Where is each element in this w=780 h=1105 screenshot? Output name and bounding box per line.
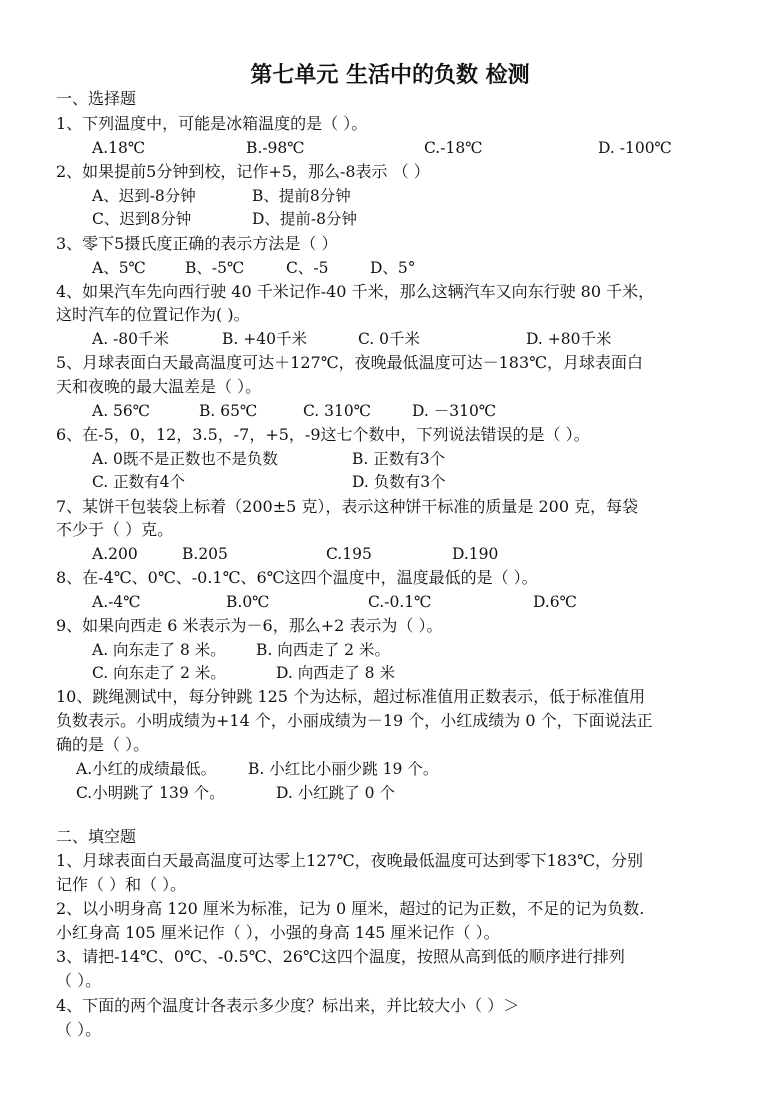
question-10-line-1: 10、跳绳测试中，每分钟跳 125 个为达标，超过标准值用正数表示，低于标准值用 [56, 687, 646, 706]
question-10-line-2: 负数表示。小明成绩为+14 个，小丽成绩为－19 个，小红成绩为 0 个，下面说法正 [56, 711, 653, 730]
option-a: A.18℃ [92, 139, 146, 157]
question-10-line-3: 确的是（ ）。 [56, 735, 150, 754]
option-d: D. +80千米 [526, 330, 612, 348]
option-c: C.-0.1℃ [368, 593, 432, 611]
option-a: A. 向东走了 8 米。 [92, 641, 226, 659]
question-9: 9、如果向西走 6 米表示为－6，那么+2 表示为（ ）。 [56, 616, 443, 635]
option-d: D. 小红跳了 0 个 [276, 784, 395, 802]
option-a: A、迟到-8分钟 [92, 187, 196, 205]
option-c: C、-5 [286, 259, 329, 277]
option-c: C、迟到8分钟 [92, 210, 192, 228]
fill-3-line-1: 3、请把-14℃、0℃、-0.5℃、26℃这四个温度，按照从高到低的顺序进行排列 [56, 947, 625, 966]
fill-2-line-1: 2、以小明身高 120 厘米为标准，记为 0 厘米，超过的记为正数，不足的记为负数. [56, 899, 645, 918]
question-2: 2、如果提前5分钟到校，记作+5，那么-8表示 （ ） [56, 162, 430, 181]
fill-4-line-1: 4、下面的两个温度计各表示多少度？标出来，并比较大小（ ）＞ [56, 996, 520, 1015]
option-a: A. 56℃ [92, 402, 151, 420]
option-a: A. -80千米 [92, 330, 170, 348]
option-b: B. 小红比小丽少跳 19 个。 [248, 760, 439, 778]
option-c: C. 正数有4个 [92, 473, 186, 491]
fill-2-line-2: 小红身高 105 厘米记作（ ），小强的身高 145 厘米记作（ ）。 [56, 923, 500, 942]
option-b: B、-5℃ [185, 259, 245, 277]
question-4-line-1: 4、如果汽车先向西行驶 40 千米记作-40 千米，那么这辆汽车又向东行驶 80 千米， [56, 282, 655, 301]
option-c: C.-18℃ [424, 139, 483, 157]
question-7-line-1: 7、某饼干包装袋上标着（200±5 克），表示这种饼干标准的质量是 200 克，每袋 [56, 497, 639, 516]
question-6: 6、在-5，0，12，3.5，-7，+5，-9这七个数中，下列说法错误的是（ ）。 [56, 425, 590, 444]
option-b: B.-98℃ [246, 139, 305, 157]
question-5-line-2: 天和夜晚的最大温差是（ ）。 [56, 377, 262, 396]
option-c: C. 向东走了 2 米。 [92, 664, 226, 682]
option-d: D.6℃ [533, 593, 578, 611]
option-b: B. 65℃ [199, 402, 258, 420]
page-title: 第七单元 生活中的负数 检测 [250, 63, 530, 88]
option-b: B. 正数有3个 [352, 450, 446, 468]
option-d: D. －310℃ [412, 402, 497, 420]
option-d: D.190 [452, 545, 499, 563]
question-4-line-2: 这时汽车的位置记作为( )。 [56, 305, 250, 324]
option-b: B.0℃ [226, 593, 270, 611]
question-7-line-2: 不少于（ ）克。 [56, 520, 174, 539]
option-a: A.小红的成绩最低。 [76, 760, 217, 778]
option-c: C.小明跳了 139 个。 [76, 784, 225, 802]
fill-4-line-2: （ ）。 [56, 1020, 102, 1039]
fill-3-line-2: （ ）。 [56, 971, 102, 990]
question-5-line-1: 5、月球表面白天最高温度可达＋127℃，夜晚最低温度可达－183℃，月球表面白 [56, 353, 644, 372]
option-b: B. 向西走了 2 米。 [256, 641, 390, 659]
option-b: B、提前8分钟 [252, 187, 351, 205]
fill-1-line-1: 1、月球表面白天最高温度可达零上127℃，夜晚最低温度可达到零下183℃，分别 [56, 851, 644, 870]
option-c: C. 310℃ [303, 402, 372, 420]
section-heading-choice: 一、选择题 [56, 89, 137, 108]
option-d: D. 负数有3个 [352, 473, 446, 491]
option-b: B.205 [182, 545, 228, 563]
option-a: A.-4℃ [92, 593, 141, 611]
option-c: C. 0千米 [358, 330, 421, 348]
option-c: C.195 [326, 545, 372, 563]
fill-1-line-2: 记作（ ）和（ ）。 [56, 875, 187, 894]
question-1: 1、下列温度中，可能是冰箱温度的是（ ）。 [56, 114, 368, 133]
option-d: D. 向西走了 8 米 [276, 664, 395, 682]
question-8: 8、在-4℃、0℃、-0.1℃、6℃这四个温度中，温度最低的是（ ）。 [56, 568, 538, 587]
option-d: D. -100℃ [598, 139, 672, 157]
section-heading-fill: 二、填空题 [56, 827, 137, 846]
question-3: 3、零下5摄氏度正确的表示方法是（ ） [56, 234, 338, 253]
option-a: A.200 [92, 545, 138, 563]
option-b: B. +40千米 [222, 330, 307, 348]
option-a: A. 0既不是正数也不是负数 [92, 450, 278, 468]
option-a: A、5℃ [92, 259, 146, 277]
option-d: D、提前-8分钟 [252, 210, 358, 228]
option-d: D、5° [370, 259, 416, 277]
